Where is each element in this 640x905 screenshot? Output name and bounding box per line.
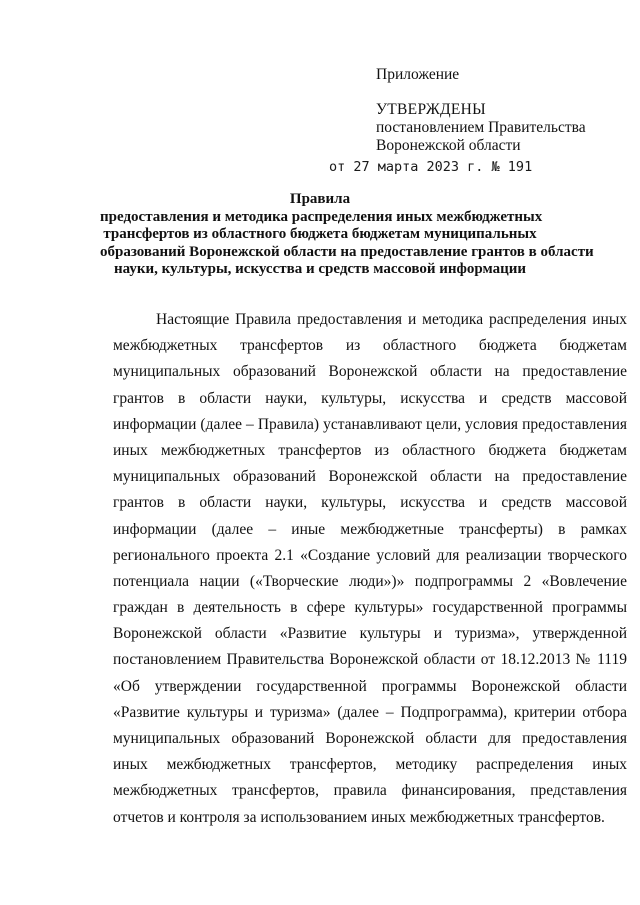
body-line: граждан в деятельность в сфере культуры» государственной программы: [113, 599, 627, 617]
body-line: иных межбюджетных трансфертов из областного бюджета бюджетам: [113, 441, 627, 459]
title-line: науки, культуры, искусства и средств массовой информации: [113, 261, 527, 277]
document-title: [100, 191, 594, 279]
title-line: трансфертов из областного бюджета бюджетам муниципальных: [103, 226, 537, 242]
body-paragraph: [113, 307, 627, 831]
body-line: отчетов и контроля за использованием иных межбюджетных трансфертов.: [113, 808, 605, 826]
title-line: предоставления и методика распределения иных межбюджетных: [100, 208, 543, 225]
body-line: «Развитие культуры и туризма» (далее – Подпрограмма), критерии отбора: [113, 703, 627, 721]
body-line: муниципальных образований Воронежской области для предоставления: [113, 730, 627, 747]
body-line: иных межбюджетных трансфертов, методику распределения иных: [113, 756, 627, 774]
body-line: грантов в области науки, культуры, искусства и средств массовой: [113, 389, 627, 407]
body-line: межбюджетных трансфертов, правила финансирования, представления: [113, 782, 627, 800]
body-line: постановлением Правительства Воронежской области от 18.12.2013 № 1119: [113, 651, 627, 669]
body-line: «Об утверждении государственной программы Воронежской области: [113, 677, 627, 695]
resolution-date: от 27 марта 2023 г. № 191: [329, 159, 533, 175]
body-line: информации (далее – иные межбюджетные трансферты) в рамках: [113, 520, 627, 538]
body-line: муниципальных образований Воронежской области на предоставление: [113, 468, 627, 486]
body-line: информации (далее – Правила) устанавливают цели, условия предоставления: [113, 415, 627, 433]
title-line: образований Воронежской области на предоставление грантов в области: [100, 243, 594, 260]
approval-line-2: Воронежской области: [376, 137, 521, 154]
body-line: Настоящие Правила предоставления и методика распределения иных: [156, 311, 627, 328]
approval-stamp: [376, 66, 586, 155]
title-heading: Правила: [289, 191, 351, 207]
body-line: муниципальных образований Воронежской области на предоставление: [113, 363, 627, 381]
approval-line-1: постановлением Правительства: [376, 119, 586, 136]
attachment-label: Приложение: [376, 66, 460, 83]
body-line: регионального проекта 2.1 «Создание условий для реализации творческого: [113, 546, 627, 564]
body-line: потенциала нации («Творческие люди»)» подпрограммы 2 «Вовлечение: [113, 572, 627, 590]
body-line: межбюджетных трансфертов из областного бюджета бюджетам: [113, 337, 627, 355]
body-line: Воронежской области «Развитие культуры и туризма», утвержденной: [113, 625, 627, 643]
body-line: грантов в области науки, культуры, искусства и средств массовой: [113, 494, 627, 512]
approved-label: УТВЕРЖДЕНЫ: [376, 101, 486, 118]
